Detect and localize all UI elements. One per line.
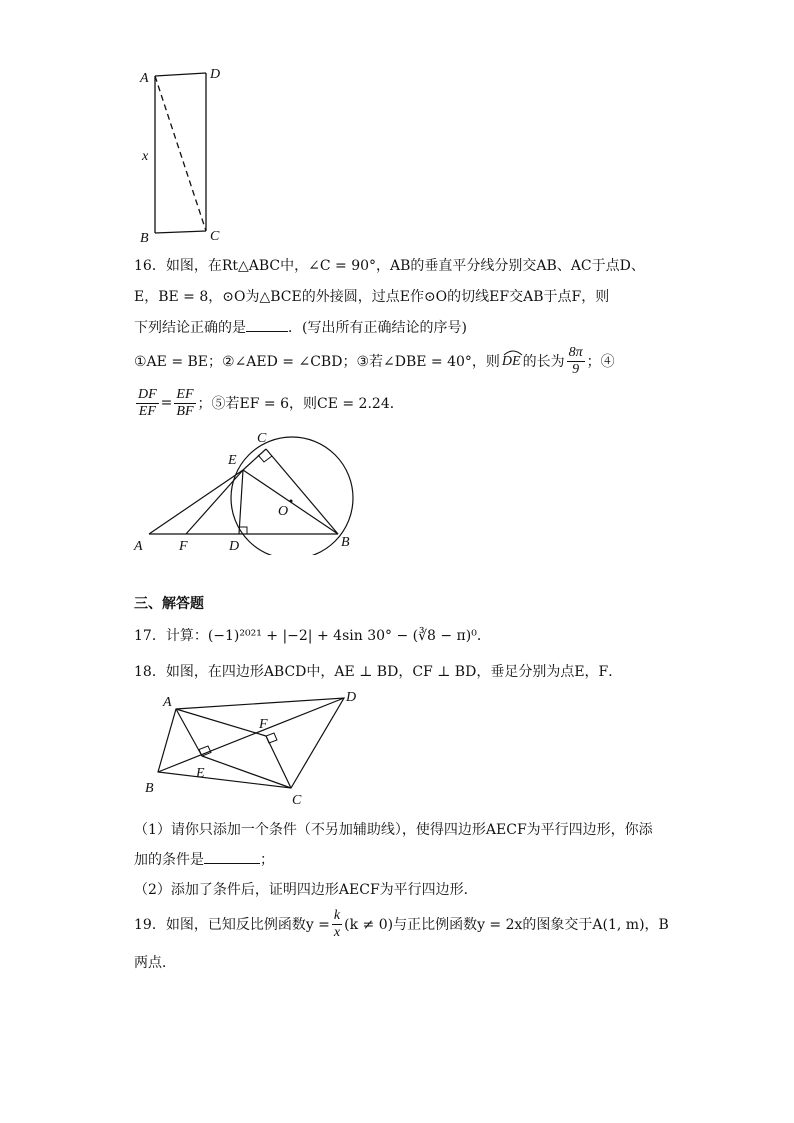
q19-fraction-x: x: [333, 924, 341, 940]
fig15-label-a: A: [140, 71, 149, 86]
q16-arc-length-numerator: 8π: [568, 344, 583, 360]
q16-arc-de: [502, 353, 521, 370]
fig18-label-b: B: [145, 781, 154, 796]
fig16-label-d: D: [229, 539, 240, 554]
q16-equals: =: [160, 395, 173, 411]
q16-conclusions-1-3: [134, 343, 615, 379]
fig16-line-cb: [266, 449, 338, 534]
q18-part1-end: ；: [260, 852, 274, 868]
q19-intro: 19．如图，已知反比例函数y =: [134, 917, 330, 933]
fig16-label-b: B: [341, 535, 350, 550]
q16-fraction-df-ef: [136, 387, 159, 420]
q16-line1: [134, 255, 645, 275]
q19-condition: (k ≠ 0)与正比例函数y = 2x的图象交于A(1, m)，B: [344, 917, 669, 933]
q18-part1-line1: （1）请你只添加一个条件（不另加辅助线），使得四边形AECF为平行四边形，你添: [134, 822, 653, 838]
fig16-label-c: C: [257, 431, 267, 446]
q16-line3: [134, 317, 467, 337]
fig16-center-o: [290, 500, 293, 503]
q19-fraction-k-x: [332, 908, 342, 941]
q16-conclusions-text: ①AE = BE；②∠AED = ∠CBD；③若∠DBE = 40°，则: [134, 354, 500, 370]
q16-conclusions-4-5: [134, 384, 404, 422]
q16-fraction-bf: BF: [176, 403, 194, 419]
fig16-circle-o: [231, 437, 353, 555]
q16-fraction-df: DF: [138, 386, 157, 402]
q18-part1-line2: [134, 849, 274, 869]
q16-answer-blank[interactable]: [246, 331, 288, 332]
fig16-line-ec: [243, 449, 266, 470]
figure-q16: [130, 425, 365, 555]
fig18-label-d: D: [346, 690, 357, 705]
q16-arc-length-fraction: [567, 345, 585, 378]
q18-answer-blank[interactable]: [204, 863, 260, 864]
fig15-label-x: x: [142, 149, 149, 164]
fig15-label-c: C: [210, 229, 220, 244]
q19-line1: [134, 905, 669, 943]
fig15-side-bc: [155, 231, 206, 233]
q16-line2: E，BE = 8，⊙O为△BCE的外接圆，过点E作⊙O的切线EF交AB于点F，则: [134, 289, 610, 305]
fig16-label-a: A: [134, 539, 143, 554]
q16-conclusion-5: ；⑤若EF = 6，则CE = 2.24．: [197, 396, 404, 412]
fig18-right-angle-f: [266, 733, 277, 743]
figure-q15: [130, 62, 230, 247]
fig15-side-ad: [155, 73, 206, 76]
q19-fraction-k: k: [333, 907, 341, 923]
q16-arc-length-label: 的长为: [522, 354, 565, 370]
fig18-label-e: E: [196, 766, 205, 781]
fig16-line-fe: [186, 470, 243, 534]
q18-line: 18．如图，在四边形ABCD中，AE ⊥ BD，CF ⊥ BD，垂足分别为点E，F．: [134, 664, 623, 680]
fig16-label-f: F: [179, 539, 188, 554]
q16-fraction-ef-2: EF: [176, 386, 194, 402]
q18-part2: （2）添加了条件后，证明四边形AECF为平行四边形．: [134, 882, 478, 898]
q16-fraction-ef-bf: [174, 387, 195, 420]
fig16-line-ed: [239, 470, 243, 534]
figure-q18: [140, 686, 370, 810]
q16-arc-length-denominator: 9: [572, 361, 580, 377]
fig16-label-e: E: [228, 453, 237, 468]
q16-arc-label: DE: [501, 353, 521, 369]
fig18-label-c: C: [292, 793, 302, 808]
q17-line: 17．计算：(−1)²⁰²¹ + |−2| + 4sin 30° − (∛8 − π)⁰．: [134, 628, 491, 644]
q16-text-line1: 如图，在Rt△ABC中，∠C = 90°，AB的垂直平分线分别交AB、AC于点D、: [165, 258, 645, 274]
q16-fraction-ef: EF: [138, 403, 156, 419]
fig18-label-f: F: [259, 717, 268, 732]
q16-prompt: 下列结论正确的是: [134, 320, 246, 336]
q16-number: 16．: [134, 258, 166, 274]
q16-conclusion-4-marker: ；④: [586, 354, 615, 370]
fig15-label-d: D: [210, 67, 221, 82]
fig16-label-o: O: [278, 504, 289, 519]
fig16-line-ae: [149, 470, 243, 534]
q18-part1-prompt: 加的条件是: [134, 852, 204, 868]
arc-symbol-icon: [502, 348, 524, 356]
fig18-label-a: A: [163, 695, 172, 710]
fig18-diagonal-bd: [158, 698, 344, 772]
q19-line2: 两点．: [134, 955, 176, 971]
fig15-diagonal-ac: [155, 76, 206, 231]
fig18-line-af: [176, 709, 266, 736]
section-heading: 三、解答题: [134, 596, 204, 612]
q16-instruction: ．(写出所有正确结论的序号): [288, 320, 467, 336]
fig15-label-b: B: [140, 231, 149, 246]
fig16-right-angle-c: [258, 455, 272, 462]
